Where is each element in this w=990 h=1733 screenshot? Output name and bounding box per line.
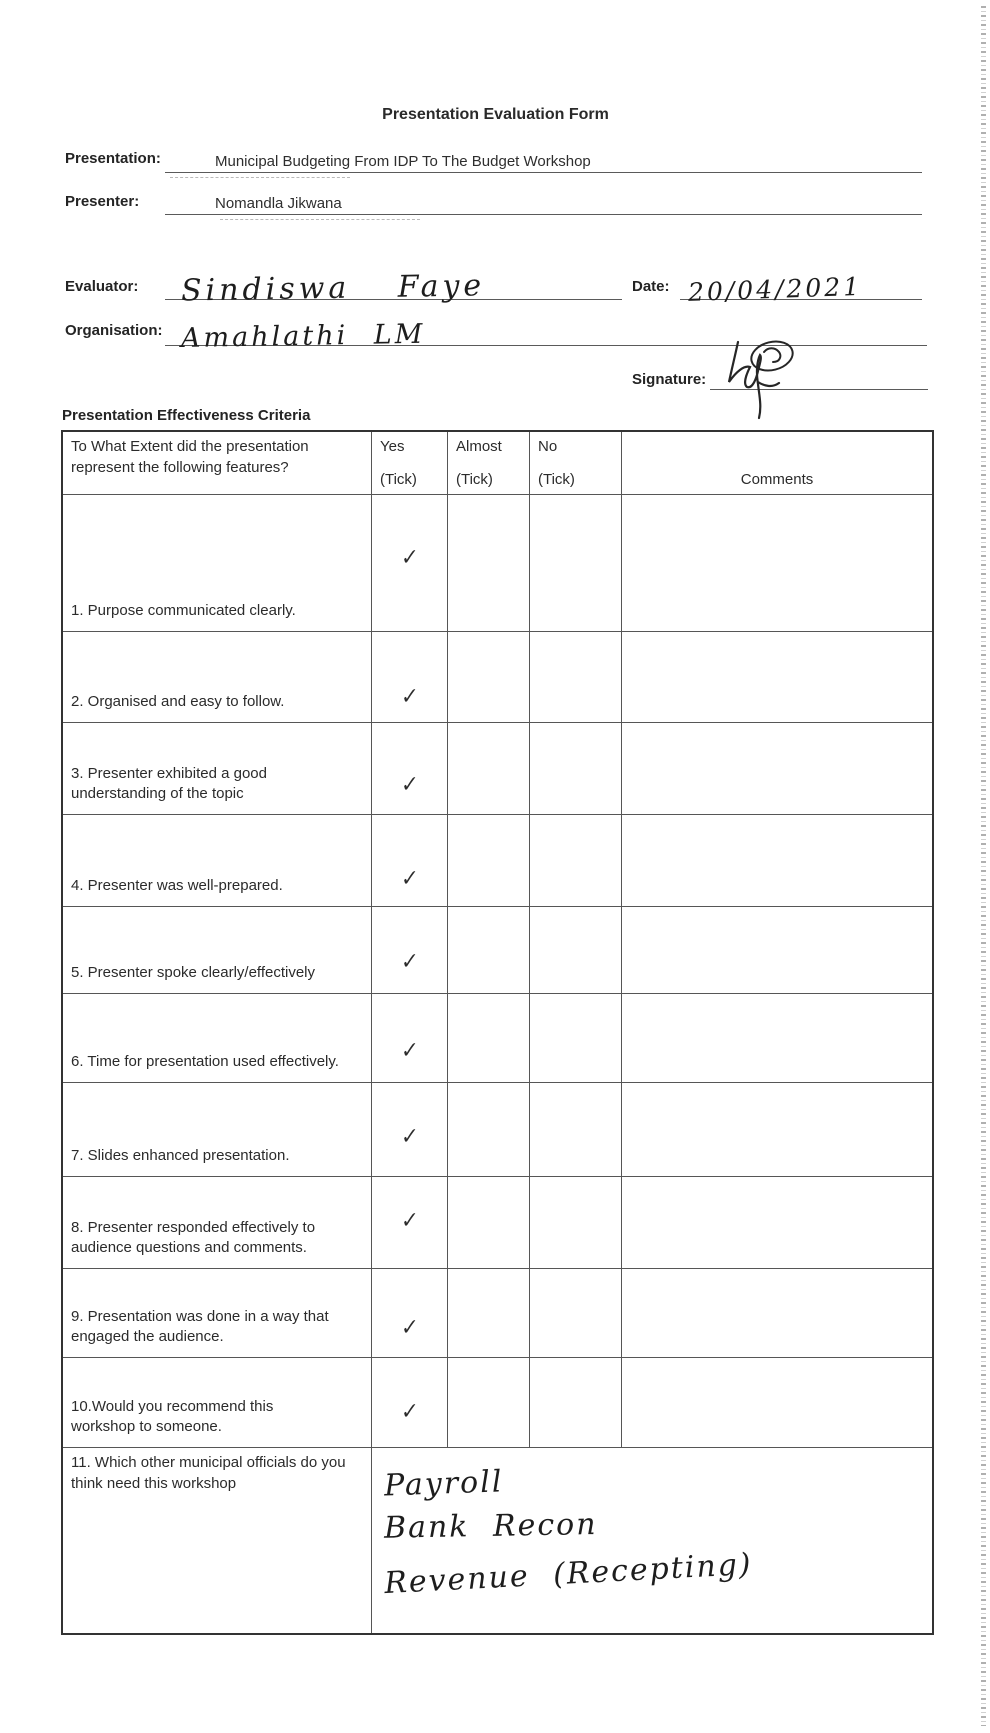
criterion-2: 2. Organised and easy to follow. [63,632,372,723]
signature-scribble [722,336,802,422]
col-header-almost [448,432,530,495]
evaluator-field [165,238,622,309]
comments-cell-2 [622,632,932,723]
col-header-yes-label: Yes [380,438,405,455]
handwritten-answer-line: Payroll [383,1464,504,1504]
criterion-3: 3. Presenter exhibited a good understanding of the topic [63,723,372,815]
criterion-8: 8. Presenter responded effectively to audience questions and comments. [63,1177,372,1269]
tick-mark: ✓ [400,1036,419,1064]
tick-mark: ✓ [400,947,419,975]
no-cell-6 [530,994,622,1083]
criterion-11: 11. Which other municipal officials do you think need this workshop [63,1448,372,1633]
comments-cell-10 [622,1358,932,1448]
organisation-handwritten-value: Amahlathi LM [180,318,426,354]
col-header-criteria: To What Extent did the presentation represent the following features? [63,432,372,495]
tick-mark: ✓ [400,864,419,892]
yes-cell-7 [372,1083,448,1177]
no-cell-4 [530,815,622,907]
criterion-9: 9. Presentation was done in a way that engaged the audience. [63,1269,372,1358]
date-label: Date: [632,278,670,295]
almost-cell-9 [448,1269,530,1358]
presenter-label: Presenter: [65,193,140,210]
answer-cell-11 [372,1448,932,1633]
criteria-table [61,430,934,1635]
yes-cell-9 [372,1269,448,1358]
col-header-no [530,432,622,495]
criterion-5: 5. Presenter spoke clearly/effectively [63,907,372,994]
col-header-almost-label: Almost [456,438,502,455]
comments-cell-4 [622,815,932,907]
presentation-field [165,140,922,173]
section-heading: Presentation Effectiveness Criteria [62,407,311,424]
evaluator-handwritten-value: Sindiswa Faye [180,268,486,309]
almost-cell-3 [448,723,530,815]
criterion-1: 1. Purpose communicated clearly. [63,495,372,632]
no-cell-5 [530,907,622,994]
comments-cell-5 [622,907,932,994]
tick-mark: ✓ [400,1206,419,1234]
date-handwritten-value: 20/04/2021 [687,271,863,307]
scan-line-echo [170,177,350,178]
no-cell-7 [530,1083,622,1177]
no-cell-1 [530,495,622,632]
evaluator-label: Evaluator: [65,278,139,295]
tick-mark: ✓ [400,770,419,798]
almost-cell-7 [448,1083,530,1177]
date-field [680,244,922,307]
organisation-field [165,296,927,354]
criterion-4: 4. Presenter was well-prepared. [63,815,372,907]
yes-cell-6 [372,994,448,1083]
almost-cell-1 [448,495,530,632]
almost-cell-5 [448,907,530,994]
col-header-comments: Comments [622,432,932,495]
comments-cell-6 [622,994,932,1083]
presenter-value: Nomandla Jikwana [215,195,342,212]
form-title: Presentation Evaluation Form [382,106,609,123]
no-cell-10 [530,1358,622,1448]
handwritten-answer-line: Revenue (Recepting) [383,1546,754,1602]
signature-label: Signature: [632,371,707,388]
yes-cell-10 [372,1358,448,1448]
col-header-no-tick: (Tick) [538,471,575,488]
yes-cell-3 [372,723,448,815]
no-cell-8 [530,1177,622,1269]
criterion-6: 6. Time for presentation used effectively. [63,994,372,1083]
col-header-no-label: No [538,438,558,455]
no-cell-3 [530,723,622,815]
col-header-yes [372,432,448,495]
scan-line-echo [220,219,420,220]
comments-cell-3 [622,723,932,815]
comments-cell-8 [622,1177,932,1269]
criterion-10: 10.Would you recommend this workshop to someone. [63,1358,372,1448]
almost-cell-10 [448,1358,530,1448]
yes-cell-1 [372,495,448,632]
tick-mark: ✓ [400,1313,419,1341]
organisation-label: Organisation: [65,322,163,339]
yes-cell-4 [372,815,448,907]
yes-cell-2 [372,632,448,723]
comments-cell-7 [622,1083,932,1177]
tick-mark: ✓ [400,682,419,710]
col-header-almost-tick: (Tick) [456,471,493,488]
tick-mark: ✓ [400,1397,419,1425]
handwritten-answer-line: Bank Recon [383,1506,598,1546]
almost-cell-6 [448,994,530,1083]
tick-mark: ✓ [400,1122,419,1150]
almost-cell-4 [448,815,530,907]
criterion-7: 7. Slides enhanced presentation. [63,1083,372,1177]
almost-cell-2 [448,632,530,723]
almost-cell-8 [448,1177,530,1269]
presentation-label: Presentation: [65,150,161,167]
presenter-field [165,182,922,215]
comments-cell-9 [622,1269,932,1358]
comments-cell-1 [622,495,932,632]
presentation-value: Municipal Budgeting From IDP To The Budget Workshop [215,153,591,170]
scan-edge-artifact [981,6,986,1726]
no-cell-2 [530,632,622,723]
col-header-yes-tick: (Tick) [380,471,417,488]
no-cell-9 [530,1269,622,1358]
yes-cell-5 [372,907,448,994]
tick-mark: ✓ [400,543,419,571]
yes-cell-8 [372,1177,448,1269]
